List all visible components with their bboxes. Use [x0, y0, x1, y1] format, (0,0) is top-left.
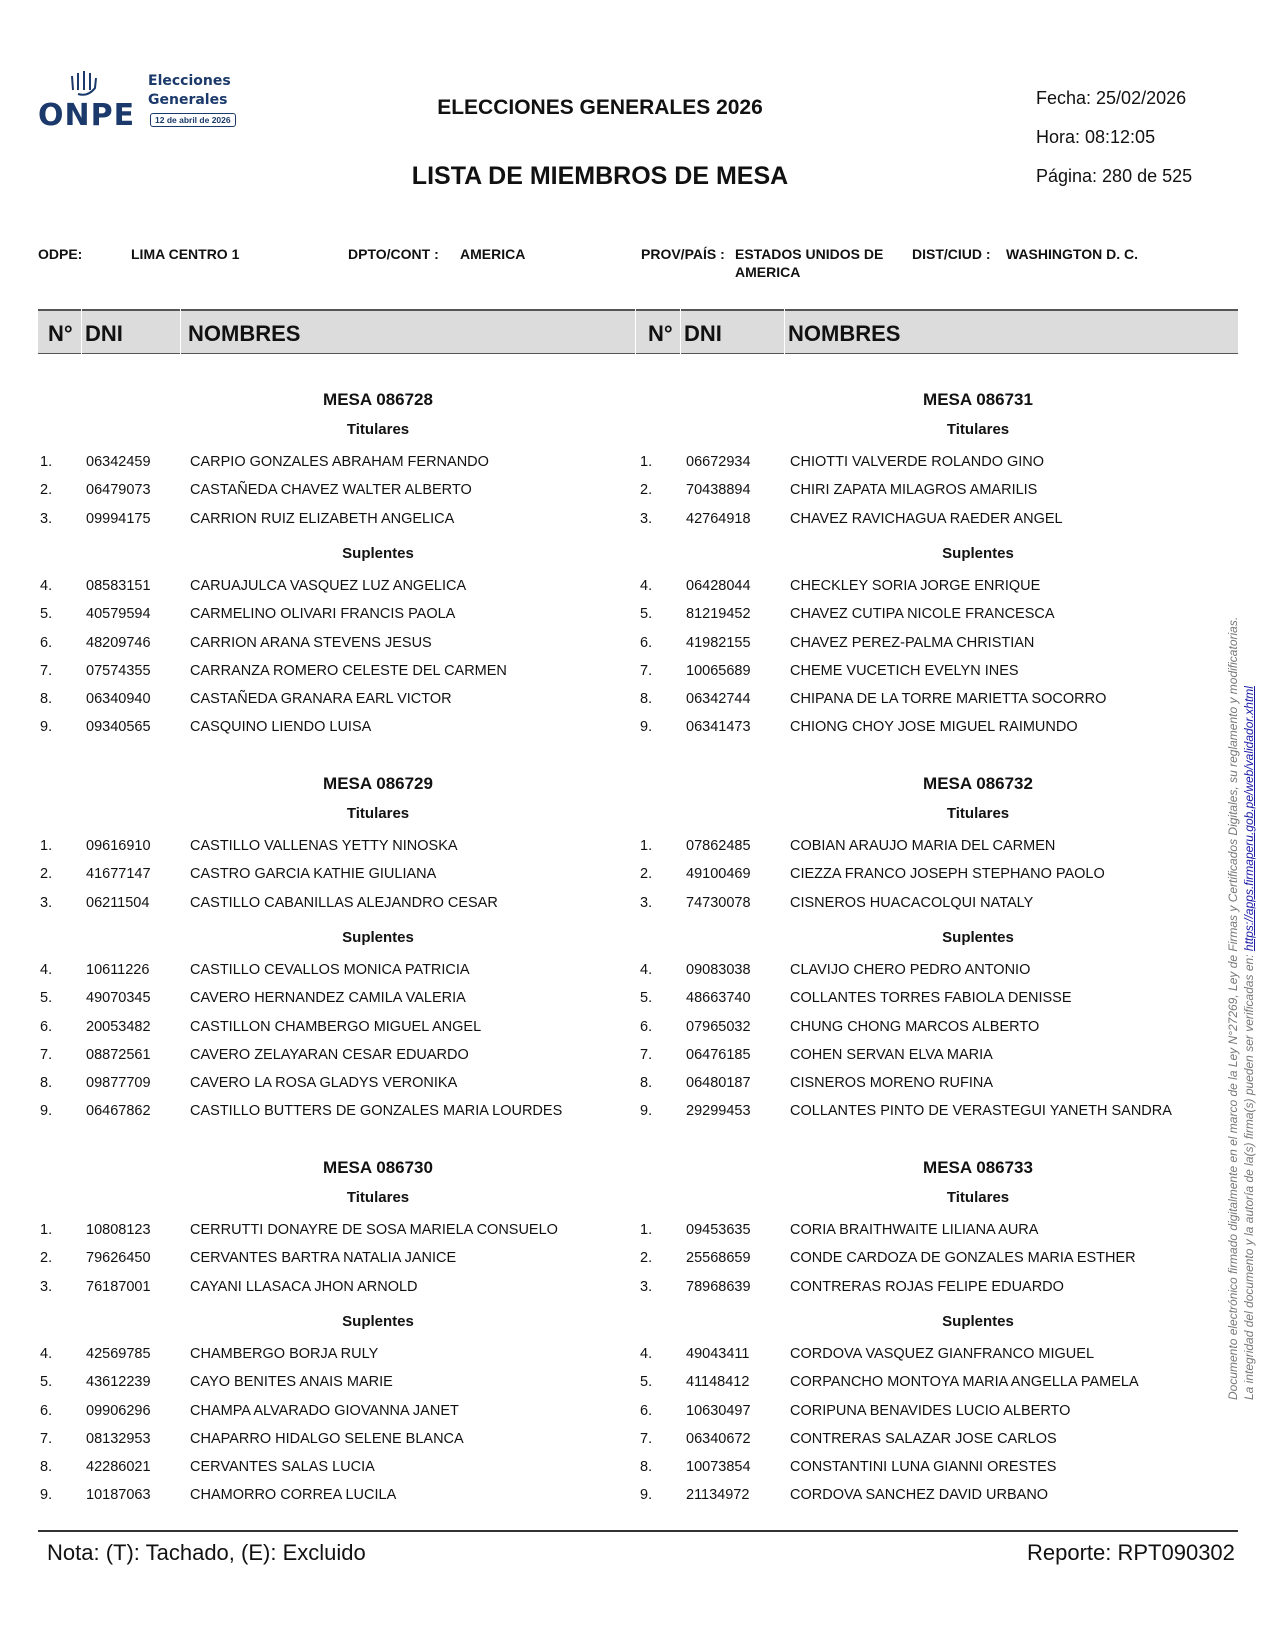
member-number: 3. [40, 1278, 53, 1295]
member-dni: 74730078 [686, 894, 751, 911]
suplente-row [40, 962, 640, 982]
member-name: CHIOTTI VALVERDE ROLANDO GINO [790, 454, 1045, 470]
member-name: CASTILLO VALLENAS YETTY NINOSKA [190, 838, 458, 854]
member-dni: 43612239 [86, 1374, 151, 1391]
suplente-row [640, 635, 1240, 655]
member-dni: 07862485 [686, 838, 751, 854]
member-number: 8. [640, 1075, 653, 1092]
member-dni: 41148412 [686, 1374, 750, 1391]
member-dni: 10073854 [686, 1459, 751, 1476]
member-number: 7. [40, 1430, 53, 1447]
member-name: CHAMORRO CORREA LUCILA [190, 1487, 397, 1504]
member-dni: 10808123 [86, 1222, 151, 1238]
member-number: 7. [40, 662, 53, 679]
titular-row [640, 511, 1240, 531]
suplente-row [40, 1346, 640, 1366]
member-dni: 07574355 [86, 662, 151, 679]
suplente-row [640, 606, 1240, 626]
member-name: COHEN SERVAN ELVA MARIA [790, 1046, 993, 1063]
member-name: CASTILLO CEVALLOS MONICA PATRICIA [190, 961, 470, 978]
member-number: 5. [40, 606, 53, 623]
member-name: CISNEROS HUACACOLQUI NATALY [790, 894, 1034, 911]
member-number: 9. [640, 719, 653, 736]
member-number: 2. [640, 482, 653, 499]
titular-row [40, 895, 640, 915]
member-name: CHEME VUCETICH EVELYN INES [790, 662, 1019, 679]
member-number: 1. [640, 838, 653, 854]
member-number: 4. [640, 1345, 653, 1362]
member-dni: 40579594 [86, 606, 151, 623]
member-number: 8. [40, 1459, 53, 1476]
member-dni: 42286021 [86, 1459, 151, 1476]
member-number: 5. [40, 1374, 53, 1391]
mesa-title: MESA 086733 [923, 1158, 1033, 1177]
logo-brand: ONPE [38, 98, 136, 133]
member-number: 4. [40, 961, 53, 978]
titular-row [640, 838, 1240, 858]
member-number: 5. [40, 990, 53, 1007]
member-number: 1. [640, 1222, 653, 1238]
dpto-value: AMERICA [460, 246, 526, 262]
titulares-heading: Titulares [346, 1189, 410, 1206]
member-dni: 06340672 [686, 1430, 751, 1447]
member-dni: 78968639 [686, 1278, 751, 1295]
signature-note-line2 [1241, 540, 1257, 1400]
member-number: 1. [40, 1222, 53, 1238]
titular-row [640, 866, 1240, 886]
member-dni: 25568659 [686, 1250, 751, 1267]
mesa-title: MESA 086731 [923, 390, 1033, 409]
member-number: 6. [40, 1402, 53, 1419]
member-dni: 49043411 [686, 1345, 750, 1362]
signature-note [1225, 540, 1257, 1400]
suplente-row [40, 1075, 640, 1095]
member-name: CASTILLON CHAMBERGO MIGUEL ANGEL [190, 1018, 482, 1035]
member-dni: 06480187 [686, 1075, 751, 1092]
member-number: 1. [40, 838, 53, 854]
member-name: CAVERO HERNANDEZ CAMILA VALERIA [190, 990, 466, 1007]
member-number: 6. [40, 634, 53, 651]
member-number: 4. [40, 1345, 53, 1362]
member-dni: 29299453 [686, 1103, 751, 1120]
member-dni: 06340940 [86, 691, 151, 708]
member-dni: 42569785 [86, 1345, 151, 1362]
member-number: 6. [640, 634, 653, 651]
member-dni: 06672934 [686, 454, 751, 470]
member-number: 2. [40, 482, 53, 499]
column-header-no: N° [48, 321, 73, 346]
member-name: CORIPUNA BENAVIDES LUCIO ALBERTO [790, 1402, 1071, 1419]
suplente-row [40, 1103, 640, 1123]
footer-report: Reporte: RPT090302 [1027, 1540, 1235, 1565]
member-dni: 48663740 [686, 990, 751, 1007]
member-name: CHAVEZ PEREZ-PALMA CHRISTIAN [790, 634, 1035, 651]
member-dni: 49070345 [86, 990, 151, 1007]
member-number: 8. [640, 1459, 653, 1476]
suplente-row [640, 1075, 1240, 1095]
member-number: 9. [640, 1103, 653, 1120]
member-name: CERVANTES BARTRA NATALIA JANICE [190, 1250, 457, 1267]
logo-line2: Generales [148, 92, 228, 108]
mesa-title: MESA 086728 [323, 390, 433, 409]
member-dni: 06341473 [686, 719, 751, 736]
member-name: CAVERO LA ROSA GLADYS VERONIKA [190, 1075, 458, 1092]
member-number: 5. [640, 990, 653, 1007]
member-dni: 10065689 [686, 662, 751, 679]
titular-row [640, 1279, 1240, 1299]
member-name: CORIA BRAITHWAITE LILIANA AURA [790, 1222, 1039, 1238]
member-number: 7. [640, 1046, 653, 1063]
member-number: 8. [40, 1075, 53, 1092]
member-dni: 08583151 [86, 577, 151, 594]
member-name: CHAMPA ALVARADO GIOVANNA JANET [190, 1402, 459, 1419]
member-name: CHAPARRO HIDALGO SELENE BLANCA [190, 1430, 464, 1447]
suplente-row [40, 1459, 640, 1479]
suplente-row [640, 663, 1240, 683]
member-dni: 81219452 [686, 606, 751, 623]
member-name: CARRANZA ROMERO CELESTE DEL CARMEN [190, 662, 507, 679]
member-dni: 49100469 [686, 866, 751, 883]
member-name: CORDOVA VASQUEZ GIANFRANCO MIGUEL [790, 1345, 1095, 1362]
column-header-dni: DNI [684, 321, 722, 346]
member-name: CASTRO GARCIA KATHIE GIULIANA [190, 866, 437, 883]
suplentes-heading: Suplentes [942, 928, 1014, 946]
titular-row [640, 454, 1240, 474]
member-number: 7. [40, 1046, 53, 1063]
column-header-dni: DNI [85, 321, 123, 346]
member-dni: 10630497 [686, 1402, 751, 1419]
member-name: CONSTANTINI LUNA GIANNI ORESTES [790, 1459, 1057, 1476]
logo-line1: Elecciones [148, 73, 231, 89]
mesa-title: MESA 086730 [323, 1158, 433, 1177]
titular-row [640, 482, 1240, 502]
member-name: CONTRERAS SALAZAR JOSE CARLOS [790, 1430, 1057, 1447]
member-number: 3. [640, 894, 653, 911]
signature-note-prefix: La integridad del documento y la autoría de la(s) firma(s) pueden ser verificadas en: [1242, 951, 1256, 1400]
column-header-names: NOMBRES [788, 321, 901, 346]
suplente-row [640, 990, 1240, 1010]
member-name: CARRION ARANA STEVENS JESUS [190, 634, 432, 651]
member-number: 3. [640, 1278, 653, 1295]
member-name: CARPIO GONZALES ABRAHAM FERNANDO [190, 454, 489, 470]
member-name: CIEZZA FRANCO JOSEPH STEPHANO PAOLO [790, 866, 1105, 883]
member-dni: 06476185 [686, 1046, 751, 1063]
member-name: CERRUTTI DONAYRE DE SOSA MARIELA CONSUELO [190, 1222, 558, 1238]
member-name: CHIRI ZAPATA MILAGROS AMARILIS [790, 482, 1038, 499]
member-name: CLAVIJO CHERO PEDRO ANTONIO [790, 961, 1031, 978]
member-dni: 70438894 [686, 482, 751, 499]
member-dni: 20053482 [86, 1018, 151, 1035]
suplente-row [640, 719, 1240, 739]
member-name: CASQUINO LIENDO LUISA [190, 719, 372, 736]
member-number: 2. [640, 866, 653, 883]
member-dni: 06342744 [686, 691, 751, 708]
suplente-row [40, 691, 640, 711]
suplente-row [640, 691, 1240, 711]
suplente-row [640, 1346, 1240, 1366]
suplente-row [640, 1374, 1240, 1394]
member-name: CARUAJULCA VASQUEZ LUZ ANGELICA [190, 577, 467, 594]
suplente-row [40, 1431, 640, 1451]
member-number: 9. [640, 1487, 653, 1504]
member-dni: 09906296 [86, 1402, 151, 1419]
pagina: Página: 280 de 525 [1036, 166, 1193, 186]
member-name: CAYANI LLASACA JHON ARNOLD [190, 1278, 418, 1295]
member-dni: 06428044 [686, 577, 751, 594]
member-dni: 07965032 [686, 1018, 751, 1035]
titular-row [40, 1250, 640, 1270]
suplentes-heading: Suplentes [342, 928, 414, 946]
member-name: CHAVEZ CUTIPA NICOLE FRANCESCA [790, 606, 1055, 623]
header-separator [81, 309, 82, 354]
suplente-row [640, 1487, 1240, 1507]
member-dni: 09994175 [86, 510, 151, 527]
titular-row [40, 1279, 640, 1299]
member-number: 9. [40, 1103, 53, 1120]
member-number: 9. [40, 1487, 53, 1504]
member-name: CONTRERAS ROJAS FELIPE EDUARDO [790, 1278, 1064, 1295]
member-dni: 21134972 [686, 1487, 750, 1504]
dpto-label: DPTO/CONT : [348, 246, 439, 262]
member-dni: 09340565 [86, 719, 151, 736]
member-number: 4. [640, 577, 653, 594]
odpe-value: LIMA CENTRO 1 [131, 246, 240, 262]
header-separator [180, 309, 181, 354]
member-name: CHUNG CHONG MARCOS ALBERTO [790, 1018, 1040, 1035]
titulares-heading: Titulares [946, 1189, 1010, 1206]
member-dni: 08132953 [86, 1430, 151, 1447]
onpe-logo [38, 68, 248, 138]
suplente-row [40, 1019, 640, 1039]
member-name: CHIONG CHOY JOSE MIGUEL RAIMUNDO [790, 719, 1078, 736]
titular-row [640, 1222, 1240, 1242]
header-separator [784, 309, 785, 354]
mesa-title: MESA 086729 [323, 774, 433, 793]
suplente-row [40, 1487, 640, 1507]
prov-value-2: AMERICA [735, 264, 801, 280]
member-number: 5. [640, 1374, 653, 1391]
suplente-row [40, 719, 640, 739]
member-dni: 06211504 [86, 894, 150, 911]
suplentes-heading: Suplentes [342, 544, 414, 562]
validator-link[interactable]: https://apps.firmaperu.gob.pe/web/validador.xhtml [1242, 686, 1256, 952]
suplente-row [640, 1047, 1240, 1067]
logo-text [148, 72, 231, 110]
mesa-title: MESA 086732 [923, 774, 1033, 793]
titular-row [640, 895, 1240, 915]
member-number: 5. [640, 606, 653, 623]
member-name: CASTAÑEDA GRANARA EARL VICTOR [190, 691, 452, 708]
fecha: Fecha: 25/02/2026 [1036, 88, 1187, 108]
header-separator [635, 309, 636, 354]
member-number: 8. [640, 691, 653, 708]
titular-row [40, 511, 640, 531]
titular-row [40, 1222, 640, 1242]
suplente-row [40, 606, 640, 626]
suplente-row [640, 1019, 1240, 1039]
prov-value: ESTADOS UNIDOS DE [735, 246, 884, 262]
member-number: 4. [640, 961, 653, 978]
member-name: CASTAÑEDA CHAVEZ WALTER ALBERTO [190, 482, 472, 499]
suplente-row [640, 962, 1240, 982]
suplente-row [40, 1374, 640, 1394]
member-dni: 06467862 [86, 1103, 151, 1120]
member-dni: 09453635 [686, 1222, 751, 1238]
member-dni: 06342459 [86, 454, 151, 470]
suplente-row [640, 578, 1240, 598]
titular-row [40, 866, 640, 886]
suplente-row [40, 1047, 640, 1067]
member-number: 3. [40, 894, 53, 911]
footer-divider [38, 1530, 1238, 1532]
prov-label: PROV/PAÍS : [641, 246, 725, 262]
titular-row [640, 1250, 1240, 1270]
suplente-row [40, 990, 640, 1010]
member-dni: 10611226 [86, 961, 150, 978]
titular-row [40, 838, 640, 858]
member-name: CORDOVA SANCHEZ DAVID URBANO [790, 1487, 1049, 1504]
titular-row [40, 454, 640, 474]
member-name: CARRION RUIZ ELIZABETH ANGELICA [190, 510, 455, 527]
column-header-names: NOMBRES [188, 321, 301, 346]
member-name: CHAMBERGO BORJA RULY [190, 1345, 379, 1362]
suplentes-heading: Suplentes [942, 1312, 1014, 1330]
member-dni: 10187063 [86, 1487, 151, 1504]
suplente-row [40, 663, 640, 683]
member-dni: 79626450 [86, 1250, 151, 1267]
titulares-heading: Titulares [346, 805, 410, 822]
member-number: 6. [640, 1402, 653, 1419]
member-name: CHECKLEY SORIA JORGE ENRIQUE [790, 577, 1041, 594]
member-number: 2. [640, 1250, 653, 1267]
member-name: CARMELINO OLIVARI FRANCIS PAOLA [190, 606, 456, 623]
titular-row [40, 482, 640, 502]
member-name: CHAVEZ RAVICHAGUA RAEDER ANGEL [790, 510, 1063, 527]
member-number: 3. [40, 510, 53, 527]
member-dni: 09083038 [686, 961, 751, 978]
titulares-heading: Titulares [946, 421, 1010, 438]
member-dni: 41677147 [86, 866, 151, 883]
member-number: 6. [640, 1018, 653, 1035]
suplente-row [640, 1431, 1240, 1451]
dist-label: DIST/CIUD : [912, 246, 991, 262]
suplentes-heading: Suplentes [342, 1312, 414, 1330]
member-dni: 09877709 [86, 1075, 151, 1092]
suplente-row [40, 578, 640, 598]
member-number: 2. [40, 1250, 53, 1267]
member-name: CAVERO ZELAYARAN CESAR EDUARDO [190, 1046, 469, 1063]
document-title: ELECCIONES GENERALES 2026 [437, 96, 763, 119]
suplente-row [640, 1103, 1240, 1123]
member-number: 8. [40, 691, 53, 708]
member-number: 6. [40, 1018, 53, 1035]
member-name: CAYO BENITES ANAIS MARIE [190, 1374, 393, 1391]
member-number: 9. [40, 719, 53, 736]
member-dni: 42764918 [686, 510, 751, 527]
member-number: 4. [40, 577, 53, 594]
member-number: 1. [640, 454, 653, 470]
logo-date: 12 de abril de 2026 [150, 113, 236, 127]
suplente-row [40, 635, 640, 655]
member-name: CASTILLO CABANILLAS ALEJANDRO CESAR [190, 894, 498, 911]
member-dni: 09616910 [86, 838, 151, 854]
hora: Hora: 08:12:05 [1036, 127, 1156, 147]
header-separator [680, 309, 681, 354]
member-dni: 06479073 [86, 482, 151, 499]
suplentes-heading: Suplentes [942, 544, 1014, 562]
member-name: CASTILLO BUTTERS DE GONZALES MARIA LOURDES [190, 1103, 563, 1120]
member-name: CONDE CARDOZA DE GONZALES MARIA ESTHER [790, 1250, 1136, 1267]
member-name: CERVANTES SALAS LUCIA [190, 1459, 375, 1476]
member-number: 7. [640, 662, 653, 679]
member-number: 3. [640, 510, 653, 527]
titulares-heading: Titulares [346, 421, 410, 438]
member-name: CISNEROS MORENO RUFINA [790, 1075, 994, 1092]
suplente-row [640, 1403, 1240, 1423]
member-name: COLLANTES PINTO DE VERASTEGUI YANETH SANDRA [790, 1103, 1172, 1120]
dist-value: WASHINGTON D. C. [1006, 246, 1138, 262]
suplente-row [40, 1403, 640, 1423]
hand-vote-icon [68, 70, 104, 98]
member-name: COBIAN ARAUJO MARIA DEL CARMEN [790, 838, 1056, 854]
member-dni: 41982155 [686, 634, 751, 651]
member-dni: 08872561 [86, 1046, 151, 1063]
member-number: 1. [40, 454, 53, 470]
document-subtitle: LISTA DE MIEMBROS DE MESA [411, 162, 789, 190]
member-name: CORPANCHO MONTOYA MARIA ANGELLA PAMELA [790, 1374, 1139, 1391]
member-number: 2. [40, 866, 53, 883]
member-name: COLLANTES TORRES FABIOLA DENISSE [790, 990, 1072, 1007]
column-header-no: N° [648, 321, 673, 346]
member-number: 7. [640, 1430, 653, 1447]
member-dni: 76187001 [86, 1278, 151, 1295]
suplente-row [640, 1459, 1240, 1479]
odpe-label: ODPE: [38, 246, 83, 262]
titulares-heading: Titulares [946, 805, 1010, 822]
member-name: CHIPANA DE LA TORRE MARIETTA SOCORRO [790, 691, 1107, 708]
footer-note: Nota: (T): Tachado, (E): Excluido [47, 1540, 366, 1565]
member-dni: 48209746 [86, 634, 151, 651]
signature-note-line1: Documento electrónico firmado digitalmente en el marco de la Ley N°27269, Ley de Firmas y Certificados Digitales, su reglamento y modificatorias. [1226, 616, 1240, 1400]
